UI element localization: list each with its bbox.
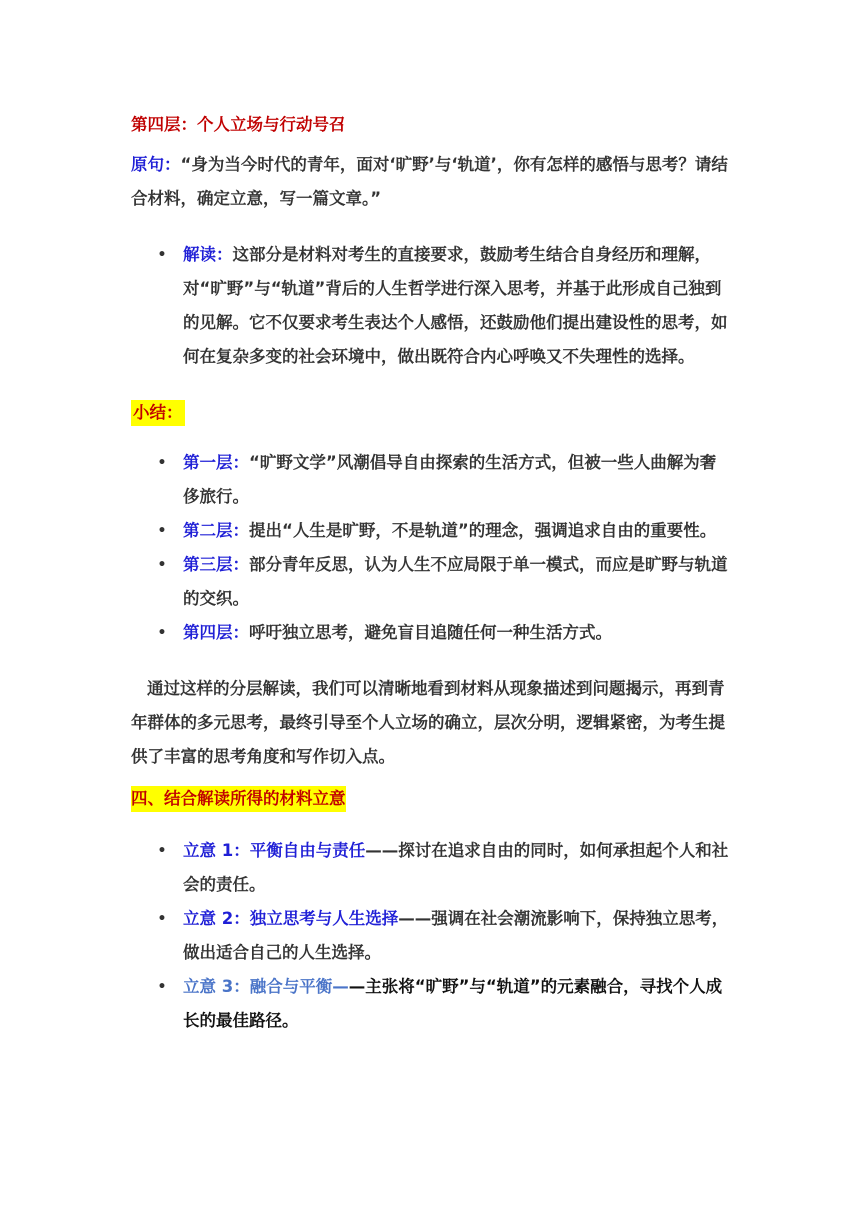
summary-item-text: 提出“人生是旷野，不是轨道”的理念，强调追求自由的重要性。 — [249, 521, 717, 540]
list-item — [131, 834, 732, 902]
summary-item-text: 部分青年反思，认为人生不应局限于单一模式，而应是旷野与轨道的交织。 — [183, 555, 728, 608]
summary-item-label: 第二层： — [183, 521, 249, 540]
summary-item-label: 第三层： — [183, 555, 249, 574]
summary-list — [131, 446, 732, 650]
theme-text: —主张将“旷野”与“轨道”的元素融合，寻找个人成长的最佳路径。 — [183, 977, 723, 1030]
interpretation-list — [131, 238, 732, 374]
list-item — [131, 970, 732, 1038]
bullet-icon: • — [157, 455, 167, 471]
theme-label: 立意 1：平衡自由与责任 — [183, 841, 366, 860]
interp-text: 这部分是材料对考生的直接要求，鼓励考生结合自身经历和理解，对“旷野”与“轨道”背后的人生哲学进行深入思考，并基于此形成自己独到的见解。它不仅要求考生表达个人感悟，还鼓励他们提出建设性的思考，如何在复杂多变的社会环境中，做出既符合内心呼唤又不失理性的选择。 — [183, 245, 728, 366]
list-item — [131, 902, 732, 970]
list-item — [131, 238, 732, 374]
theme-list — [131, 834, 732, 1038]
theme-text: ——强调在社会潮流影响下，保持独立思考，做出适合自己的人生选择。 — [183, 909, 729, 962]
quote-label: 原句： — [131, 155, 181, 174]
summary-item-text: “旷野文学”风潮倡导自由探索的生活方式，但被一些人曲解为奢侈旅行。 — [183, 453, 717, 506]
theme-label: 立意 3：融合与平衡— — [183, 977, 349, 996]
interp-label: 解读： — [183, 245, 233, 264]
list-item — [131, 514, 732, 548]
list-item — [131, 548, 732, 616]
summary-item-text: 呼吁独立思考，避免盲目追随任何一种生活方式。 — [249, 623, 612, 642]
quote-text: “身为当今时代的青年，面对‘旷野’与‘轨道’，你有怎样的感悟与思考？请结合材料，确定立意，写一篇文章。” — [131, 155, 728, 208]
summary-item-label: 第一层： — [183, 453, 249, 472]
theme-label: 立意 2：独立思考与人生选择 — [183, 909, 399, 928]
original-quote — [131, 148, 732, 216]
theme-text: ——探讨在追求自由的同时，如何承担起个人和社会的责任。 — [183, 841, 729, 894]
bullet-icon: • — [157, 843, 167, 859]
conclusion-paragraph: 通过这样的分层解读，我们可以清晰地看到材料从现象描述到问题揭示，再到青年群体的多元思考，最终引导至个人立场的确立，层次分明，逻辑紧密，为考生提供了丰富的思考角度和写作切入点。 — [131, 679, 725, 766]
bullet-icon: • — [157, 557, 167, 573]
bullet-icon: • — [157, 911, 167, 927]
summary-item-label: 第四层： — [183, 623, 249, 642]
bullet-icon: • — [157, 247, 167, 263]
bullet-icon: • — [157, 625, 167, 641]
list-item — [131, 616, 732, 650]
layer4-heading: 第四层：个人立场与行动号召 — [131, 115, 346, 134]
bullet-icon: • — [157, 979, 167, 995]
section4-title: 四、结合解读所得的材料立意 — [131, 786, 346, 812]
summary-title: 小结： — [131, 400, 185, 426]
bullet-icon: • — [157, 523, 167, 539]
list-item — [131, 446, 732, 514]
